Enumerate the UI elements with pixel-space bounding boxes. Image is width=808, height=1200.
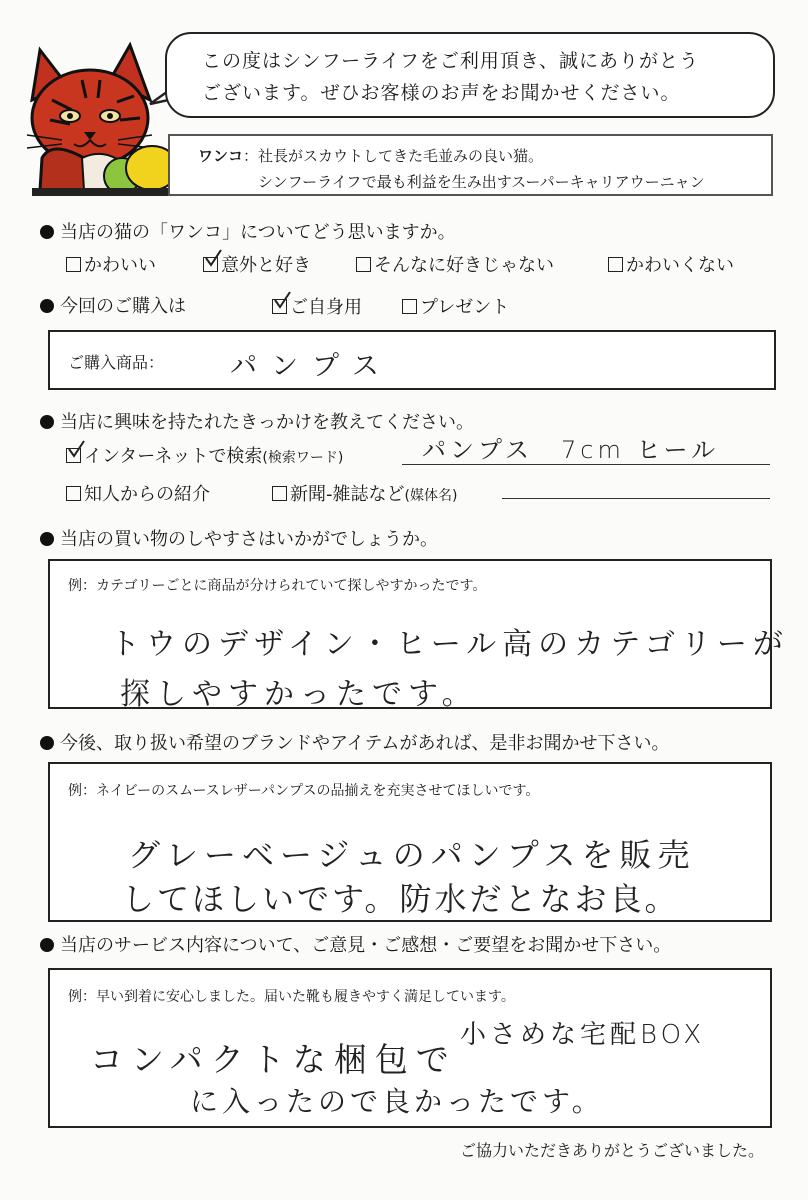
q4-question: 当店の買い物のしやすさはいかがでしょうか。: [40, 525, 438, 551]
q6-example: 例：早い到着に安心しました。届いた靴も履きやすく満足しています。: [68, 989, 515, 1005]
checkbox-icon[interactable]: [608, 257, 623, 272]
checkbox-icon[interactable]: [402, 299, 417, 314]
q5-answer-box[interactable]: [48, 762, 772, 922]
checkbox-icon[interactable]: [272, 486, 287, 501]
bullet-icon: [40, 736, 54, 750]
bubble-line-2: ございます。ぜひお客様のお声をお聞かせください。: [202, 82, 681, 104]
speech-bubble: [165, 32, 775, 118]
search-word-value: パンプス 7cm ヒール: [422, 436, 720, 464]
media-name-field[interactable]: [502, 474, 770, 499]
checkbox-checked-icon[interactable]: [203, 257, 218, 272]
q2-option-gift[interactable]: プレゼント: [402, 293, 509, 319]
checkbox-checked-icon[interactable]: [272, 299, 287, 314]
q5-answer-line-2: してほしいです。防水だとなお良。: [122, 880, 680, 918]
q1-option-cute[interactable]: かわいい: [66, 251, 156, 277]
q6-answer-line-2: に入ったので良かったです。: [190, 1085, 604, 1118]
q4-example: 例：カテゴリーごとに商品が分けられていて探しやすかったです。: [68, 578, 487, 594]
q1-option-not-so-much[interactable]: そんなに好きじゃない: [356, 251, 554, 277]
mascot-name: ワンコ: [198, 147, 244, 165]
q4-answer-box[interactable]: [48, 559, 789, 712]
q4-answer-line-1: トウのデザイン・ヒール高のカテゴリーが: [110, 627, 789, 662]
q1-option-not-cute[interactable]: かわいくない: [608, 251, 734, 277]
footer-thanks: ご協力いただきありがとうございました。: [460, 1141, 765, 1160]
q5-question: 今後、取り扱い希望のブランドやアイテムがあれば、是非お聞かせ下さい。: [40, 729, 669, 755]
bullet-icon: [40, 532, 54, 546]
mascot-description-box: [168, 134, 773, 196]
q6-answer-insert: 小さめな宅配BOX: [460, 1020, 706, 1050]
mascot-desc-2: シンフーライフで最も利益を生み出すスーパーキャリアウーニャン: [258, 173, 705, 191]
checkbox-icon[interactable]: [66, 257, 81, 272]
checkmark-icon: [66, 440, 86, 460]
search-word-field[interactable]: [402, 436, 770, 465]
q6-answer-box[interactable]: [48, 968, 772, 1128]
q1-option-surprisingly-like[interactable]: 意外と好き: [203, 251, 311, 277]
q3-option-media[interactable]: 新聞-雑誌など(媒体名): [272, 480, 457, 506]
q5-example: 例：ネイビーのスムースレザーパンプスの品揃えを充実させてほしいです。: [68, 783, 540, 799]
q1-question: 当店の猫の「ワンコ」についてどう思いますか。: [40, 218, 456, 244]
checkmark-icon: [272, 291, 292, 311]
bullet-icon: [40, 938, 54, 952]
q6-question: 当店のサービス内容について、ご意見・ご感想・ご要望をお聞かせ下さい。: [40, 931, 671, 957]
bullet-icon: [40, 299, 54, 313]
checkbox-icon[interactable]: [66, 486, 81, 501]
cat-mascot-illustration: [22, 40, 182, 198]
q6-answer-line-1: コンパクトな梱包で: [90, 1040, 457, 1079]
product-value[interactable]: パンプス: [230, 351, 393, 382]
product-label: ご購入商品：: [68, 353, 165, 372]
q2-option-self[interactable]: ご自身用: [272, 293, 362, 319]
checkbox-checked-icon[interactable]: [66, 448, 81, 463]
q5-answer-line-1: グレーベージュのパンプスを販売: [128, 836, 696, 874]
product-box: [48, 330, 776, 390]
q2-question: 今回のご購入は: [40, 292, 186, 318]
bullet-icon: [40, 415, 54, 429]
mascot-desc-1: ：社長がスカウトしてきた毛並みの良い猫。: [243, 147, 544, 165]
bubble-line-1: この度はシンフーライフをご利用頂き、誠にありがとう: [202, 50, 700, 72]
q4-answer-line-2: 探しやすかったです。: [120, 677, 478, 712]
checkbox-icon[interactable]: [356, 257, 371, 272]
checkmark-icon: [203, 249, 223, 269]
q3-option-friend[interactable]: 知人からの紹介: [66, 480, 210, 506]
bullet-icon: [40, 225, 54, 239]
q3-question: 当店に興味を持たれたきっかけを教えてください。: [40, 408, 474, 434]
q3-option-search[interactable]: インターネットで検索(検索ワード): [66, 442, 343, 468]
